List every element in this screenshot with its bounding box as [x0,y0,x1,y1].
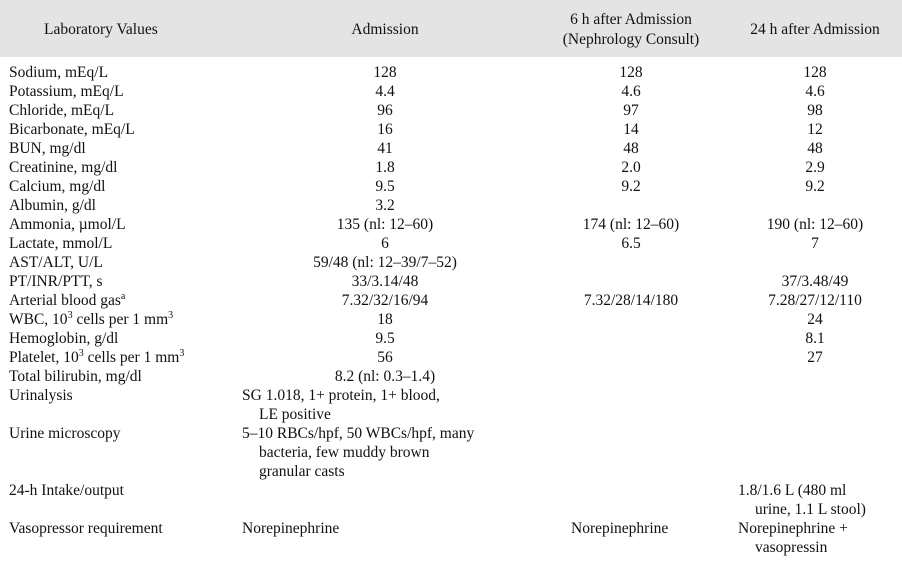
cell-admission-cont: bacteria, few muddy brown [259,444,430,461]
cell-24h: 37/3.48/49 [781,273,849,290]
table-row [0,139,902,158]
table-row [0,177,902,196]
table-row [0,367,902,386]
cell-admission: 41 [377,140,393,157]
cell-6h: 14 [623,121,639,138]
cell-admission: 6 [381,235,389,252]
cell-24h: 7 [811,235,819,252]
cell-admission: 59/48 (nl: 12–39/7–52) [313,254,457,271]
cell-24h: 24 [807,311,823,328]
cell-admission: 9.5 [375,330,395,347]
row-label: Bicarbonate, mEq/L [9,121,135,138]
header-6h-line2: (Nephrology Consult) [562,31,700,48]
row-label: Total bilirubin, mg/dl [9,368,142,385]
cell-admission: 33/3.14/48 [351,273,419,290]
cell-admission: 5–10 RBCs/hpf, 50 WBCs/hpf, many [242,425,475,442]
label-text: Platelet, 10 [9,349,79,366]
cell-admission: 56 [377,349,393,366]
row-label: Vasopressor requirement [9,520,163,537]
table-row [0,234,902,253]
cell-6h: 9.2 [621,178,641,195]
cell-admission: 7.32/32/16/94 [341,292,429,309]
row-label: Potassium, mEq/L [9,83,124,100]
table-row [0,329,902,348]
table-row [0,120,902,139]
superscript: 3 [67,309,73,321]
cell-admission: SG 1.018, 1+ protein, 1+ blood, [242,387,440,404]
table-row-continuation [0,443,902,462]
row-label: Albumin, g/dl [9,197,96,214]
cell-6h: 174 (nl: 12–60) [582,216,680,233]
table-row-continuation [0,405,902,424]
cell-6h: 7.32/28/14/180 [583,292,679,309]
table-row [0,272,902,291]
row-label: Creatinine, mg/dl [9,159,118,176]
row-label [9,310,173,329]
cell-admission: 16 [377,121,393,138]
cell-24h: Norepinephrine + [738,520,848,537]
label-text: Arterial blood gas [9,292,121,309]
row-label [9,291,125,310]
superscript: 3 [179,347,185,359]
cell-24h: 4.6 [805,83,825,100]
superscript: 3 [168,309,174,321]
row-label: BUN, mg/dl [9,140,86,157]
row-label: Urine microscopy [9,425,121,442]
table-row-urine-microscopy [0,424,902,443]
cell-admission: 4.4 [375,83,395,100]
table-row [0,63,902,82]
table-row [0,196,902,215]
cell-24h: 2.9 [805,159,825,176]
row-label: Lactate, mmol/L [9,235,113,252]
cell-6h: 4.6 [621,83,641,100]
cell-24h: 8.1 [805,330,825,347]
cell-6h: 128 [619,64,643,81]
superscript: 3 [78,347,84,359]
cell-admission: 18 [377,311,393,328]
table-row [0,291,902,310]
cell-6h: Norepinephrine [571,520,669,537]
row-label: Ammonia, µmol/L [9,216,126,233]
cell-admission: 8.2 (nl: 0.3–1.4) [334,368,436,385]
cell-admission-cont: LE positive [259,406,331,423]
cell-admission: 135 (nl: 12–60) [336,216,434,233]
table-body [0,63,902,557]
cell-24h: 7.28/27/12/110 [768,292,862,309]
cell-6h: 48 [623,140,639,157]
cell-admission: 1.8 [375,159,395,176]
cell-24h: 12 [807,121,823,138]
cell-24h: 98 [807,102,823,119]
header-admission: Admission [351,21,419,38]
row-label [9,348,184,367]
cell-6h: 2.0 [621,159,641,176]
row-label: Sodium, mEq/L [9,64,109,81]
header-24h: 24 h after Admission [750,21,880,38]
row-label: 24-h Intake/output [9,482,124,499]
table-row-urinalysis [0,386,902,405]
cell-24h: 190 (nl: 12–60) [766,216,864,233]
footnote-marker: a [120,290,126,302]
table-row [0,348,902,367]
cell-24h: 1.8/1.6 L (480 ml [738,482,847,499]
table-row-intake-output [0,481,902,500]
cell-admission-cont: granular casts [259,463,345,480]
table-row [0,253,902,272]
label-text-after: cells per 1 mm [83,349,180,366]
table-header [0,0,902,57]
label-text: WBC, 10 [9,311,68,328]
cell-admission: Norepinephrine [242,520,340,537]
cell-24h-cont: vasopressin [755,539,828,556]
cell-admission: 9.5 [375,178,395,195]
cell-admission: 3.2 [375,197,395,214]
cell-6h: 97 [623,102,639,119]
row-label: Urinalysis [9,387,73,404]
header-lab-values: Laboratory Values [44,21,158,38]
row-label: Calcium, mg/dl [9,178,106,195]
table-row [0,310,902,329]
cell-6h: 6.5 [621,235,641,252]
cell-24h: 128 [803,64,827,81]
cell-24h: 48 [807,140,823,157]
cell-admission: 128 [373,64,397,81]
cell-admission: 96 [377,102,393,119]
table-row-continuation [0,500,902,519]
cell-24h-cont: urine, 1.1 L stool) [755,501,866,518]
cell-24h: 9.2 [805,178,825,195]
table-row [0,82,902,101]
label-text-after: cells per 1 mm [72,311,169,328]
row-label: Chloride, mEq/L [9,102,115,119]
row-label: Hemoglobin, g/dl [9,330,119,347]
header-6h-line1: 6 h after Admission [570,11,692,28]
cell-24h: 27 [807,349,823,366]
table-row [0,215,902,234]
table-row-vasopressor [0,519,902,538]
table-row [0,101,902,120]
table-row-continuation [0,538,902,557]
table-row [0,158,902,177]
table-row-continuation [0,462,902,481]
row-label: AST/ALT, U/L [9,254,103,271]
row-label: PT/INR/PTT, s [9,273,103,290]
